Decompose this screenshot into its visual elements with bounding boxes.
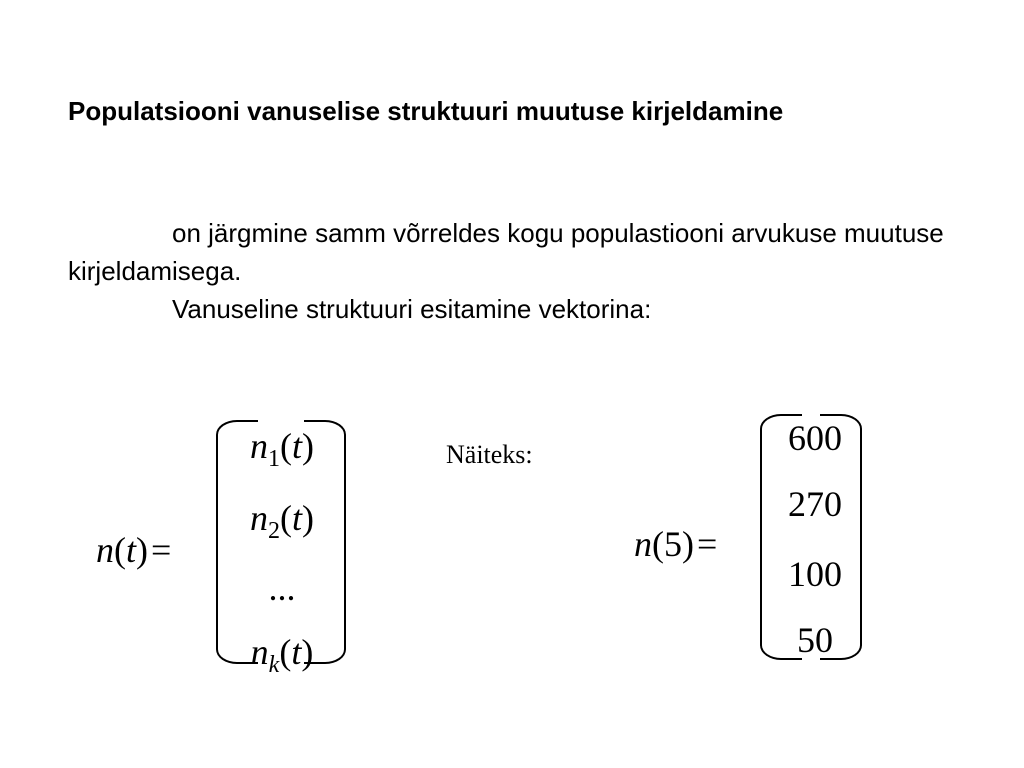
example-value-2: 270 <box>788 484 842 524</box>
entry-subscript: 2 <box>267 518 280 544</box>
example-lhs: n(5) = <box>634 524 718 564</box>
lhs-symbol: n <box>96 530 114 570</box>
lhs-arg: t <box>126 530 137 570</box>
lhs-symbol: n <box>634 524 652 564</box>
slide-title: Populatsiooni vanuselise struktuuri muutuse kirjeldamine <box>68 96 784 126</box>
vector-entry-ellipsis: ... <box>268 568 296 608</box>
paragraph-intro <box>68 214 948 290</box>
entry-arg: t <box>291 498 302 538</box>
example-value-3: 100 <box>788 554 842 594</box>
vector-entry-1: $n_1(t)$ <box>249 426 314 472</box>
entry-arg: t <box>291 632 302 672</box>
equals-sign: = <box>151 530 172 570</box>
paragraph-vector: Vanuseline struktuuri esitamine vektorina: <box>172 294 652 324</box>
entry-symbol: n <box>249 426 268 466</box>
entry-symbol: n <box>250 632 269 672</box>
paragraph-intro-text: on järgmine samm võrreldes kogu populastiooni arvukuse muutuse kirjeldamisega. <box>68 218 944 286</box>
entry-arg: t <box>291 426 302 466</box>
vector-entry-2: $n_2(t)$ <box>249 498 314 544</box>
example-label: Näiteks: <box>446 440 533 469</box>
equals-sign: = <box>697 524 718 564</box>
entry-symbol: n <box>249 498 268 538</box>
example-value-4: 50 <box>797 620 833 660</box>
lhs-arg: 5 <box>664 524 682 564</box>
indent-spacer <box>68 218 172 248</box>
entry-subscript: k <box>268 652 280 678</box>
example-value-1: 600 <box>788 418 842 458</box>
vector-entry-k: $n_k(t)$ <box>250 632 314 678</box>
slide-body <box>68 214 948 328</box>
general-lhs: n(t) = <box>96 530 172 570</box>
entry-subscript: 1 <box>267 446 280 472</box>
